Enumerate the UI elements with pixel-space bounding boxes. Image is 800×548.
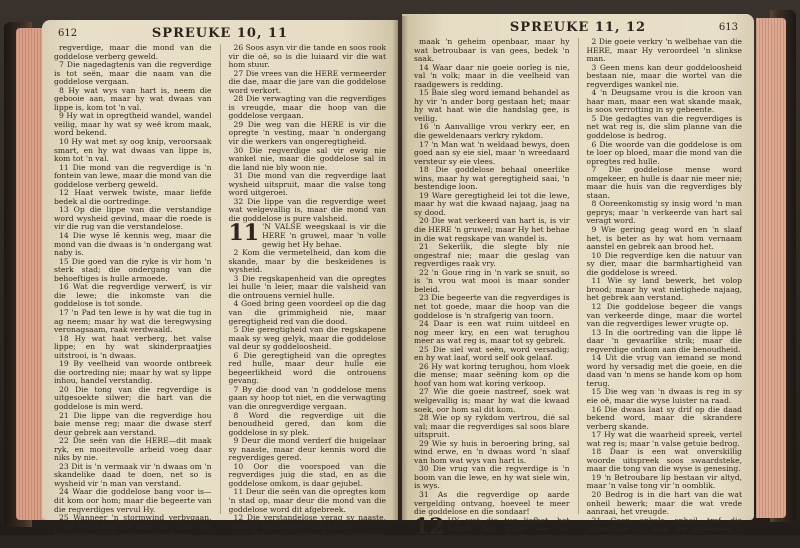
verse: regverdige, maar die mond van die goddelose verberg geweld. [54, 43, 212, 61]
verse: 12 Die goddelose begeer die vangs van verkeerde dinge, maar die wortel van die regverdiges lewer vrugte op. [586, 301, 742, 329]
verse: 28 Wie op sy rykdom vertrou, dié sal val; maar die regverdiges sal soos blare uitspruit. [414, 413, 570, 440]
verse: 25 Die siel wat seën, word versadig; en hy wat laaf, word self ook gelaaf. [414, 344, 570, 363]
verse: 15 Baie sleg word iemand behandel as hy vir 'n ander borg gestaan het; maar hy wat haat wie die handslag gee, is veilig. [414, 88, 570, 123]
verse: 21 Geen enkele onheil tref die regverdige nie, maar die goddelose is vol onheil. [586, 515, 742, 542]
verse: 13 Die wat met kwaadspreekery omgaan [228, 530, 386, 548]
verse: 20 Die wat verkeerd van hart is, is vir die HERE 'n gruwel; maar Hy het behae in die wat regskape van wandel is. [414, 216, 570, 243]
verse: 27 Wie die goeie nastreef, soek wat welgevallig is; maar hy wat die kwaad soek, oor hom sal dit kom. [414, 387, 570, 414]
open-bible [4, 4, 796, 548]
verse: 7 Die nagedagtenis van die regverdige is tot seën, maar die naam van die goddelose vergaan. [54, 60, 212, 87]
verse: 30 Die regverdige sal vir ewig nie wankel nie, maar die goddelose sal in die land nie bly woon nie. [228, 145, 386, 172]
running-title: SPREUKE 10, 11 [151, 26, 289, 41]
verse: 28 Die verwagting van die regverdiges is vreugde, maar die hoop van die goddelose vergaan. [228, 94, 386, 121]
verse: 16 Die dwaas laat sy drif op die daad bekend word, maar die skrandere verberg skande. [586, 404, 742, 431]
right-page-column-1 [414, 37, 570, 542]
verse: 20 Die tong van die regverdige is uitgesoekte silwer; die hart van die goddelose is min werd. [54, 384, 212, 411]
verse: 5 Die gedagtes van die regverdiges is net wat reg is, die slim planne van die goddelose is bedrog. [586, 113, 742, 141]
verse: 17 'n Man wat 'n weldaad bewys, doen goed aan sy eie siel, maar 'n wreedaard versteur sy eie vlees. [414, 139, 570, 166]
verse: 6 Die woorde van die goddelose is om te loer op bloed, maar die mond van die opregtes red hulle. [586, 139, 742, 166]
verse: 14 Die wyse lê kennis weg, maar die mond van die dwaas is 'n ondergang wat naby is. [54, 231, 212, 258]
verse: 27 Die vrees van die HERE vermeerder die dae, maar die jare van die goddelose word verkort. [228, 68, 386, 95]
verse: 10 Oor die voorspoed van die regverdiges juig die stad, en as die goddelose omkom, is daar gejubel. [228, 461, 386, 488]
chapter-11-opening [228, 220, 387, 249]
verse: 8 Word die regverdige uit die benoudheid gered, dan kom die goddelose in sy plek. [228, 410, 386, 437]
verse: 17 Hy wat die waarheid spreek, vertel wat reg is; maar 'n valse getuie bedrog. [586, 430, 742, 448]
verse: 4 Goed bring geen voordeel op die dag van die grimmigheid nie, maar geregtigheid red van die dood. [228, 299, 386, 326]
verse: 12 Die verstandelose verag sy naaste, maar 'n verstandige man bly stil. [228, 513, 386, 531]
verse: 13 In die oortreding van die lippe lê daar 'n gevaarlike strik; maar die regverdige ontkom aan die benoudheid. [586, 327, 742, 354]
verse: 15 Die weg van 'n dwaas is reg in sy eie oë, maar die wyse luister na raad. [586, 387, 742, 405]
verse: 10 Die regverdige ken die natuur van sy dier, maar die barmhartigheid van die goddelose is wreed. [586, 250, 742, 277]
verse: 22 'n Goue ring in 'n vark se snuit, so is 'n vrou wat mooi is maar sonder beleid. [414, 267, 570, 294]
verse: 26 Hy wat koring terughou, hom vloek die mense; maar seëning kom op die hoof van hom wat koring verkoop. [414, 361, 570, 388]
verse: 7 By die dood van 'n goddelose mens gaan sy hoop tot niet, en die verwagting van die onregverdige vergaan. [228, 384, 386, 411]
verse: 16 Wat die regverdige verwerf, is vir die lewe; die inkomste van die goddelose is tot sonde. [54, 282, 212, 309]
page-number: 612 [58, 28, 78, 39]
verse: 17 'n Pad ten lewe is hy wat die tug in ag neem; maar hy wat die teregwysing veronagsaam, raak verdwaald. [54, 307, 212, 335]
verse: maak 'n geheim openbaar, maar hy wat betroubaar is van gees, bedek 'n saak. [414, 37, 570, 64]
verse: 11 Deur die seën van die opregtes kom 'n stad op, maar deur die mond van die goddelose word dit afgebreek. [228, 487, 386, 514]
verse: 5 Die geregtigheid van die regskapene maak sy weg gelyk, maar die goddelose val deur sy goddeloosheid. [228, 325, 386, 352]
verse: 6 Die geregtigheid van die opregtes red hulle, maar deur hulle eie begeerlikheid word die ontrouens gevang. [228, 350, 386, 386]
verse: 15 Die goed van die ryke is vir hom 'n sterk stad; die ondergang van die behoeftiges is hulle armoede. [54, 256, 212, 283]
verse: 18 Hy wat haat verberg, het valse lippe; en hy wat skinderpraatjies uitstrooi, is 'n dwaas. [54, 333, 212, 360]
right-page-header [418, 20, 738, 38]
verse: 11 Die mond van die regverdige is 'n fontein van lewe, maar die mond van die goddelose verberg geweld. [54, 162, 212, 189]
verse: 23 Die begeerte van die regverdiges is net tot goede, maar die hoop van die goddelose is 'n strafgerig van toorn. [414, 293, 570, 320]
verse: HY wat die tug liefhet, het kennis lief; maar wie die teregwysing haat, is dom. [447, 515, 570, 542]
verse: 19 'n Betroubare lip bestaan vir altyd, maar 'n valse tong vir 'n oomblik. [586, 472, 742, 491]
verse: 16 'n Aanvallige vrou verkry eer, en die geweldenaars verkry rykdom. [414, 122, 570, 141]
verse: 14 Uit die vrug van iemand se mond word hy versadig met die goeie, en die daad van 'n mens se hande kom op hom terug. [586, 353, 742, 388]
verse: 26 Soos asyn vir die tande en soos rook vir die oë, so is die luiaard vir die wat hom stuur. [228, 43, 386, 70]
verse: 7 Die goddelose mense word omgekeer, en hulle is daar nie meer nie; maar die huis van die regverdiges bly staan. [586, 165, 742, 200]
verse: 11 Wie sy land bewerk, het volop brood; maar hy wat nietighede najaag, het gebrek aan verstand. [586, 276, 742, 303]
verse: 9 Hy wat in opregtheid wandel, wandel veilig, maar hy wat sy weë krom maak, word bekend. [54, 111, 212, 138]
verse: 30 Die vrug van die regverdige is 'n boom van die lewe, en hy wat siele win, is wys. [414, 464, 570, 491]
verse: 21 Die lippe van die regverdige hou baie mense reg; maar die dwase sterf deur gebrek aan verstand. [54, 410, 212, 437]
running-title: SPREUKE 11, 12 [509, 20, 647, 35]
verse: 14 Waar daar nie goeie oorleg is nie, val 'n volk; maar in die veelheid van raadgewers is redding. [414, 62, 570, 89]
verse: 9 Deur die mond verderf die huigelaar sy naaste, maar deur kennis word die regverdiges gered. [228, 436, 386, 463]
verse: 8 Hy wat wys van hart is, neem die gebooie aan, maar hy wat dwaas van lippe is, kom tot 'n val. [54, 85, 212, 112]
verse: 19 Ware geregtigheid lei tot die lewe, maar hy wat die kwaad najaag, jaag na sy dood. [414, 190, 570, 217]
chapter-12-opening [414, 513, 570, 543]
verse: 20 Bedrog is in die hart van die wat onheil bewerk; maar die wat vrede aanraai, het vreugde. [586, 489, 742, 517]
left-page-header [58, 26, 382, 44]
verse: 22 Die seën van die HERE—dit maak ryk, en moeitevolle arbeid voeg daar niks by nie. [54, 436, 212, 463]
left-page-column-2 [228, 43, 387, 548]
verse: 29 Die weg van die HERE is vir die opregte 'n vesting, maar 'n ondergang vir die werkers van ongeregtigheid. [228, 119, 386, 147]
right-page-edges [756, 18, 786, 518]
verse: 4 'n Deugsame vrou is die kroon van haar man, maar een wat skande maak, is soos verrotting in sy gebeente. [586, 88, 742, 115]
verse: 12 Haat verwek twiste, maar liefde bedek al die oortredinge. [54, 188, 212, 206]
verse: 19 By veelheid van woorde ontbreek die oortreding nie; maar hy wat sy lippe inhou, handel verstandig. [54, 359, 212, 386]
chapter-number: 12 [414, 513, 445, 540]
verse: 2 Die goeie verkry 'n welbehae van die HERE, maar Hy veroordeel 'n slinkse man. [586, 37, 742, 64]
verse: 8 Ooreenkomstig sy insig word 'n man geprys; maar 'n verkeerde van hart sal veragt word. [586, 199, 742, 226]
verse: 9 Wie gering geag word en 'n slaaf het, is beter as hy wat hom vernaam aanstel en gebrek aan brood het. [586, 225, 742, 252]
book-gutter-shadow [392, 16, 408, 521]
verse: 3 Die regskapenheid van die opregtes lei hulle 'n leier, maar die valsheid van die ontrouens verniel hulle. [228, 273, 386, 300]
right-page-column-2 [586, 37, 743, 542]
verse: 18 Die goddelose behaal oneerlike wins, maar hy wat geregtigheid saai, 'n bestendige loon. [414, 165, 570, 192]
right-page [402, 14, 754, 542]
verse: 13 Op die lippe van die verstandige word wysheid gevind, maar die roede is vir die rug van die verstandelose. [54, 205, 212, 232]
verse: 23 Dit is 'n vermaak vir 'n dwaas om 'n skandelike daad te doen, net so is wysheid vir 'n man van verstand. [54, 461, 212, 488]
verse: 31 Die mond van die regverdige laat wysheid uitspruit, maar die valse tong word uitgeroei. [228, 171, 386, 198]
verse: 10 Hy wat met sy oog knip, veroorsaak smart, en hy wat dwaas van lippe is, kom tot 'n val. [54, 137, 212, 164]
verse: 18 Daar is een wat onverskillig woorde uitspreek soos swaardsteke, maar die tong van die wyse is genesing. [586, 447, 742, 474]
verse: 24 Daar is een wat ruim uitdeel en nog meer kry, en een wat terughou meer as wat reg is, maar tot sy gebrek. [414, 319, 570, 346]
verse: 'N VALSE weegskaal is vir die HERE 'n gruwel, maar 'n volle gewig het Hy behae. [262, 222, 386, 249]
verse: 25 Wanneer 'n stormwind verbygaan, is die goddelose nie meer nie; maar die regverdige is vir ewig gegrondves. [54, 513, 212, 540]
page-number: 613 [718, 22, 738, 33]
column-rule [220, 44, 221, 514]
verse: 29 Wie sy huis in beroering bring, sal wind erwe, en 'n dwaas word 'n slaaf van hom wat wys van hart is. [414, 438, 570, 465]
verse: 32 Die lippe van die regverdige weet wat welgevallig is, maar die mond van die goddelose is pure valsheid. [228, 196, 386, 223]
verse: 3 Geen mens kan deur goddeloosheid bestaan nie, maar die wortel van die regverdiges wankel nie. [586, 62, 742, 89]
left-page [42, 20, 398, 548]
column-rule [578, 38, 579, 514]
verse: 2 Kom die vermetelheid, dan kom die skande, maar by die beskeidenes is wysheid. [228, 248, 386, 275]
chapter-number: 11 [228, 220, 260, 247]
verse: 31 As die regverdige op aarde vergelding ontvang, hoeveel te meer die goddelose en die sondaar! [414, 489, 570, 517]
verse: 21 Sekerlik, die slegte bly nie ongestraf nie; maar die geslag van regverdiges raak vry. [414, 242, 570, 269]
verse: 24 Waar die goddelose bang voor is—dit kom oor hom; maar die begeerte van die regverdiges vervul Hy. [54, 487, 212, 514]
left-page-column-1 [54, 43, 212, 540]
